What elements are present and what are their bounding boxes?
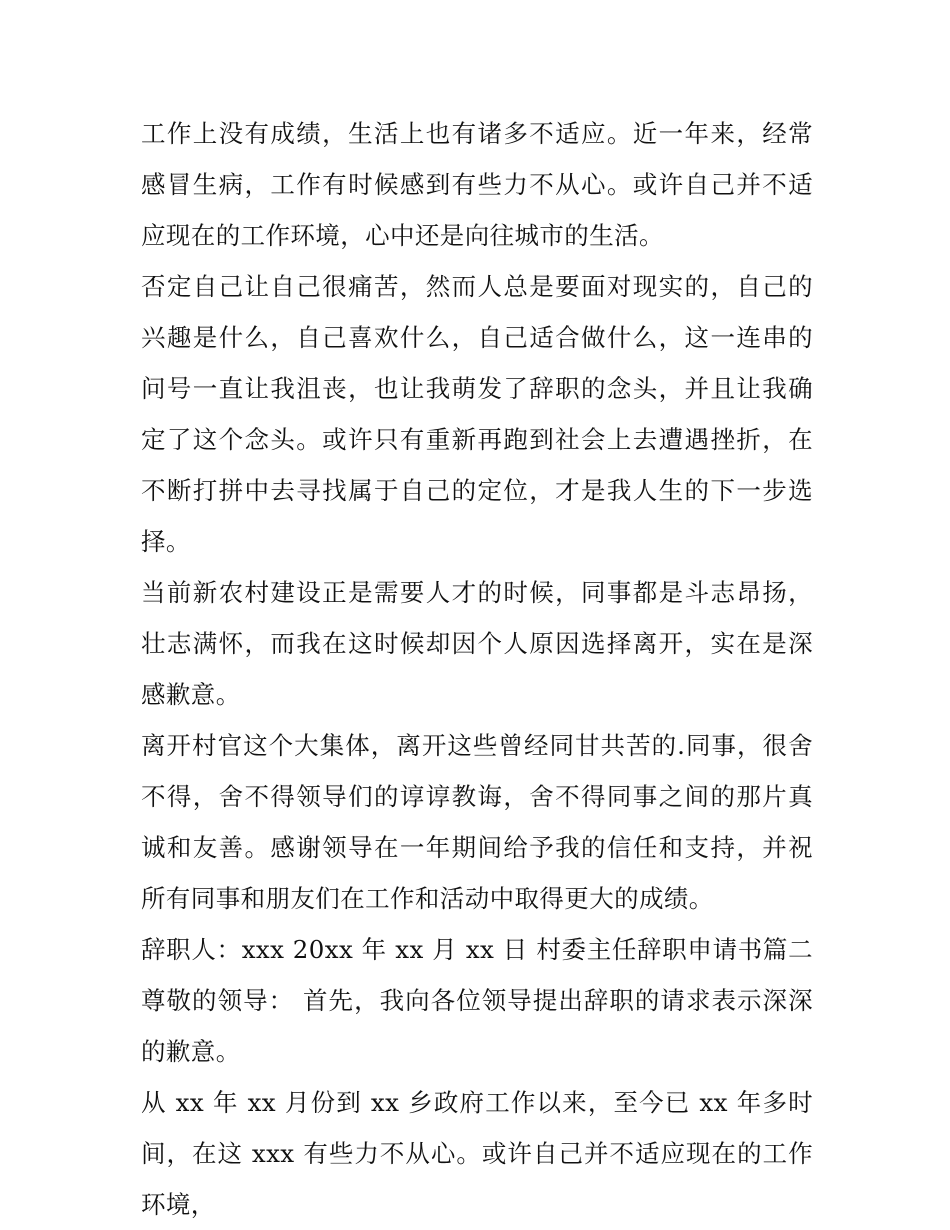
paragraph-3: 当前新农村建设正是需要人才的时候，同事都是斗志昂扬，壮志满怀，而我在这时候却因个人原因选择离开，实在是深感歉意。: [141, 578, 813, 709]
paragraph-6: 从 xx 年 xx 月份到 xx 乡政府工作以来，至今已 xx 年多时间，在这 xxx 有些力不从心。或许自己并不适应现在的工作环境，: [141, 1088, 813, 1219]
paragraph-2: 否定自己让自己很痛苦，然而人总是要面对现实的，自己的兴趣是什么，自己喜欢什么，自己适合做什么，这一连串的问号一直让我沮丧，也让我萌发了辞职的念头，并且让我确定了这个念头。或许只有重新再跑到社会上去遭遇挫折，在不断打拼中去寻找属于自己的定位，才是我人生的下一步选择。: [141, 272, 813, 556]
paragraph-4: 离开村官这个大集体，离开这些曾经同甘共苦的.同事，很舍不得，舍不得领导们的谆谆教诲，舍不得同事之间的那片真诚和友善。感谢领导在一年期间给予我的信任和支持，并祝所有同事和朋友们在工作和活动中取得更大的成绩。: [141, 731, 813, 913]
paragraph-5: 辞职人：xxx 20xx 年 xx 月 xx 日 村委主任辞职申请书篇二 尊敬的领导： 首先，我向各位领导提出辞职的请求表示深深的歉意。: [141, 935, 813, 1066]
document-body: [141, 108, 813, 1230]
paragraph-1: 工作上没有成绩，生活上也有诸多不适应。近一年来，经常感冒生病，工作有时候感到有些力不从心。或许自己并不适应现在的工作环境，心中还是向往城市的生活。: [141, 119, 813, 250]
